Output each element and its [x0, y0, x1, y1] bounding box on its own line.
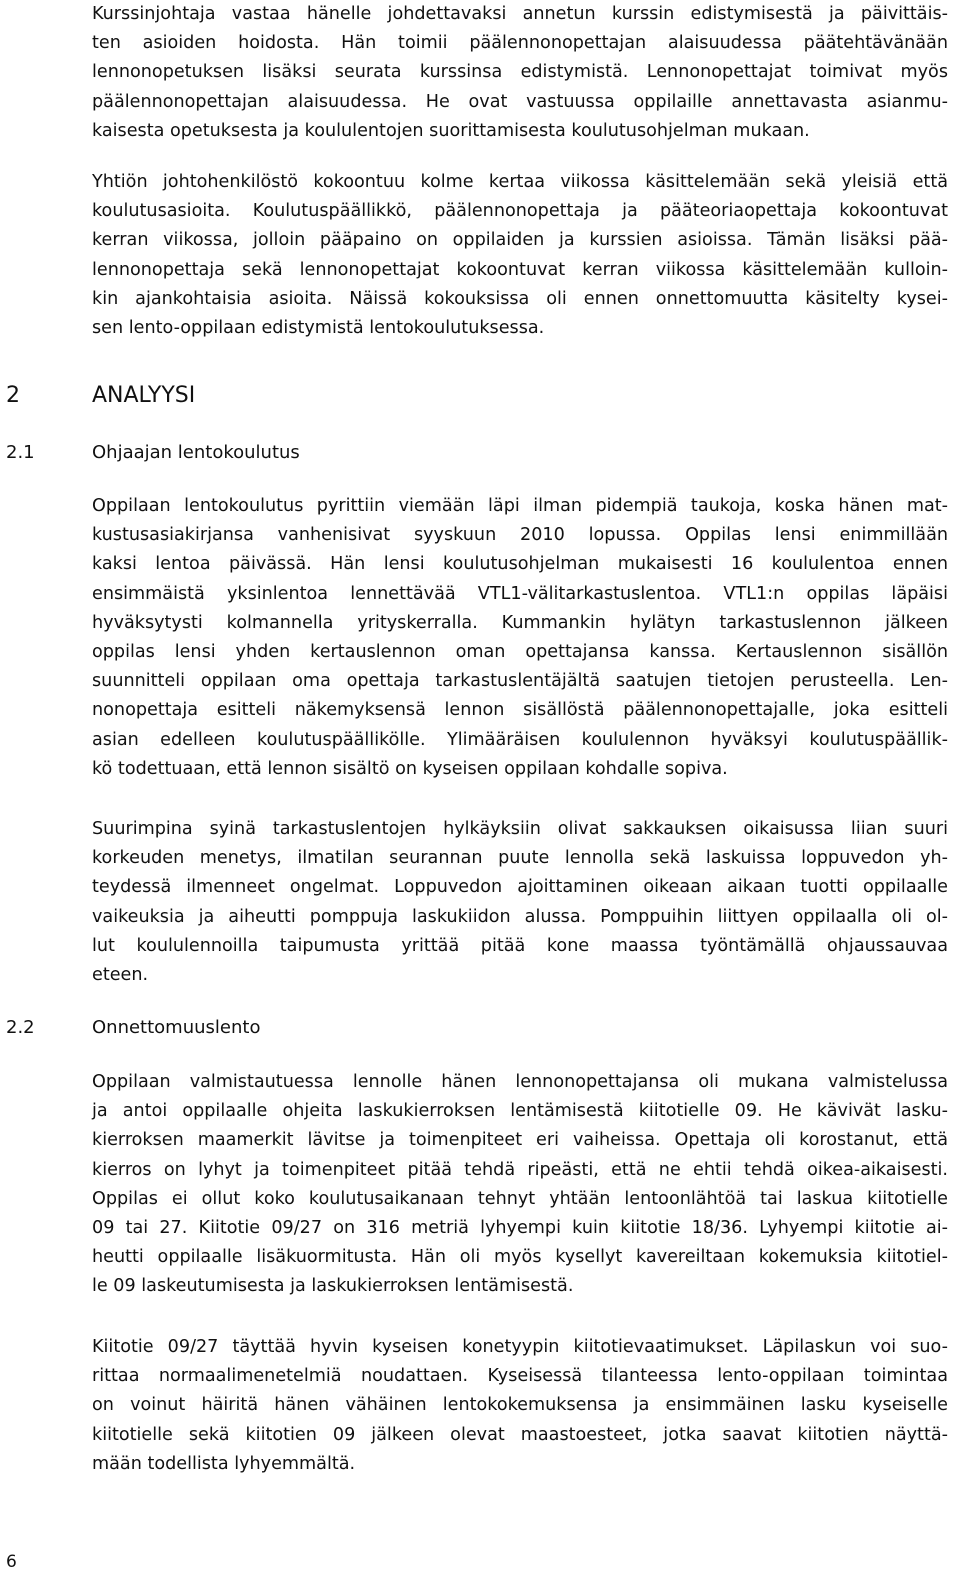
subsection-number: 2.1 [6, 442, 35, 463]
paragraph-course-leader [92, 0, 948, 146]
text-line: on voinut häiritä hänen vähäinen lentokokemuksensa ja ensimmäinen lasku kyseiselle [92, 1395, 948, 1416]
text-line: teydessä ilmenneet ongelmat. Loppuvedon ajoittaminen oikeaan aikaan tuotti oppilaalle [92, 877, 948, 898]
paragraph-training-schedule [92, 492, 948, 784]
text-line: kaksi lentoa päivässä. Hän lensi koulutusohjelman mukaisesti 16 koululentoa ennen [92, 554, 948, 575]
text-line: mään todellista lyhyemmältä. [92, 1453, 356, 1474]
text-line: rittaa normaalimenetelmiä noudattaen. Kyseisessä tilanteessa lento-oppilaan toimintaa [92, 1366, 948, 1387]
text-line: kiitotielle sekä kiitotien 09 jälkeen olevat maastoesteet, jotka saavat kiitotien näyttä- [92, 1424, 948, 1445]
text-line: kerran viikossa, jolloin pääpaino on oppilaiden ja kurssien asioissa. Tämän lisäksi pää- [92, 230, 948, 251]
text-line: Yhtiön johtohenkilöstö kokoontuu kolme kertaa viikossa käsittelemään sekä yleisiä että [92, 172, 948, 192]
text-line: ja antoi oppilaalle ohjeita laskukierroksen lentämisestä kiitotielle 09. He kävivät lasku- [92, 1101, 948, 1122]
text-line: koulutusasioita. Koulutuspäällikkö, päälennonopettaja ja pääteoriaopettaja kokoontuvat [92, 201, 948, 222]
text-line: lennonopetuksen lisäksi seurata kurssinsa edistymistä. Lennonopettajat toimivat myös [92, 62, 948, 83]
text-line: vaikeuksia ja aiheutti pomppuja laskukiidon alussa. Pomppuihin liittyen oppilaalla oli ol- [92, 906, 948, 927]
text-line: eteen. [92, 965, 149, 986]
text-line: Suurimpina syinä tarkastuslentojen hylkäyksiin olivat sakkauksen oikaisussa liian suuri [92, 819, 948, 839]
text-line: lennonopettaja sekä lennonopettajat kokoontuvat kerran viikossa käsittelemään kulloin- [92, 259, 948, 280]
text-line: suunnitteli oppilaan oma opettaja tarkastuslentäjältä saatujen tietojen perusteella. Len- [92, 671, 948, 692]
text-line: oppilas lensi yhden kertauslennon oman opettajansa kanssa. Kertauslennon sisällön [92, 642, 948, 663]
text-line: Oppilaan lentokoulutus pyrittiin viemään läpi ilman pidempiä taukoja, koska hänen mat- [92, 496, 948, 516]
text-line: ten asioiden hoidosta. Hän toimii päälennonopettajan alaisuudessa päätehtävänään [92, 33, 948, 54]
subsection-title: Onnettomuuslento [92, 1017, 261, 1038]
text-line: asian edelleen koulutuspäällikölle. Ylimääräisen koululennon hyväksyi koulutuspäällik- [92, 729, 948, 750]
text-line: kustusasiakirjansa vanhenisivat syyskuun 2010 lopussa. Oppilas lensi enimmillään [92, 525, 948, 546]
section-title: ANALYYSI [92, 383, 196, 408]
paragraph-flight-preparation [92, 1068, 948, 1302]
text-line: hyväksytysti kolmannella yrityskerralla. Kummankin hylätyn tarkastuslennon jälkeen [92, 612, 948, 633]
text-line: kierros on lyhyt ja toimenpiteet pitää tehdä ripeästi, että ne ehtii tehdä oikea-aikaisesti. [92, 1159, 948, 1180]
subsection-number: 2.2 [6, 1017, 35, 1038]
section-number: 2 [6, 383, 20, 408]
text-line: le 09 laskeutumisesta ja laskukierroksen lentämisestä. [92, 1276, 574, 1297]
text-line: kierroksen maamerkit lävitse ja toimenpiteet eri vaiheissa. Opettaja oli korostanut, että [92, 1130, 948, 1151]
text-line: kin ajankohtaisia asioita. Näissä kokouksissa oli ennen onnettomuutta käsitelty kysei- [92, 288, 948, 309]
text-line: Kurssinjohtaja vastaa hänelle johdettavaksi annetun kurssin edistymisestä ja päivittäis- [92, 4, 948, 24]
text-line: päälennonopettajan alaisuudessa. He ovat vastuussa oppilaille annettavasta asianmu- [92, 91, 948, 112]
text-line: 09 tai 27. Kiitotie 09/27 on 316 metriä lyhyempi kuin kiitotie 18/36. Lyhyempi kiitotie ai- [92, 1218, 948, 1239]
text-line: ensimmäistä yksinlentoa lennettävää VTL1-välitarkastuslentoa. VTL1:n oppilas läpäisi [92, 583, 948, 604]
text-line: kö todettuaan, että lennon sisältö on kyseisen oppilaan kohdalle sopiva. [92, 758, 728, 779]
paragraph-check-flight-failures [92, 815, 948, 990]
text-line: Oppilaan valmistautuessa lennolle hänen lennonopettajansa oli mukana valmistelussa [92, 1072, 948, 1092]
subsection-title: Ohjaajan lentokoulutus [92, 442, 300, 463]
text-line: lut koululennoilla taipumusta yrittää pitää kone maassa työntämällä ohjaussauvaa [92, 935, 948, 956]
text-line: kaisesta opetuksesta ja koululentojen suorittamisesta koulutusohjelman mukaan. [92, 120, 810, 141]
text-line: sen lento-oppilaan edistymistä lentokoulutuksessa. [92, 318, 545, 339]
page-number: 6 [6, 1552, 17, 1572]
paragraph-management-meetings [92, 168, 948, 343]
text-line: Oppilas ei ollut koko koulutusaikanaan tehnyt yhtään lentoonlähtöä tai laskua kiitotielle [92, 1188, 948, 1209]
text-line: korkeuden menetys, ilmatilan seurannan puute lennolla sekä laskuissa loppuvedon yh- [92, 848, 948, 869]
text-line: Kiitotie 09/27 täyttää hyvin kyseisen konetyypin kiitotievaatimukset. Läpilaskun voi suo- [92, 1337, 948, 1357]
text-line: nonopettaja esitteli näkemyksensä lennon sisällöstä päälennonopettajalle, joka esitteli [92, 700, 948, 721]
paragraph-runway-requirements [92, 1333, 948, 1479]
text-line: heutti oppilaalle lisäkuormitusta. Hän oli myös kysellyt kavereiltaan kokemuksia kiitotiel- [92, 1247, 948, 1268]
